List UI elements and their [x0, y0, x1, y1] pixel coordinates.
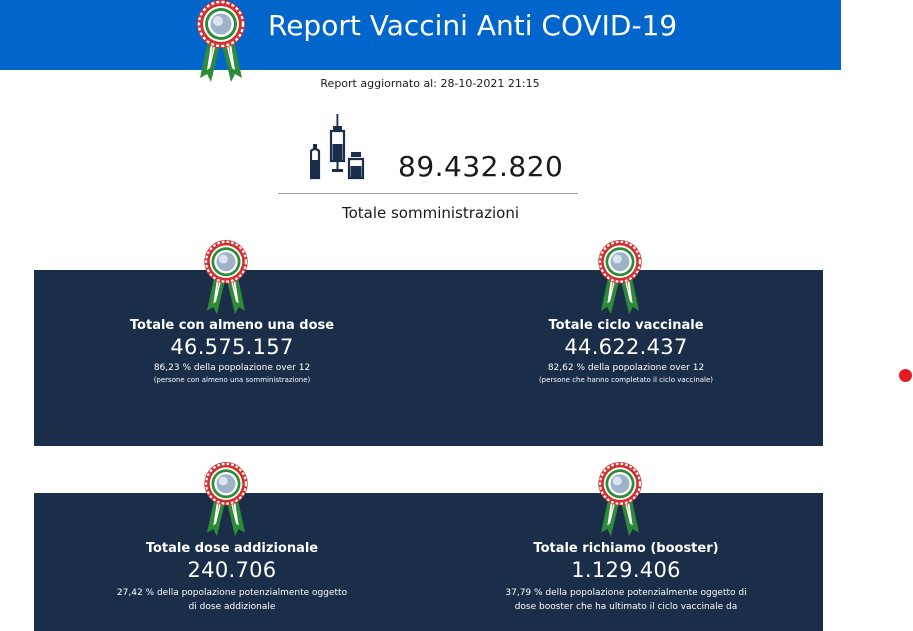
cockade-icon: [596, 462, 644, 538]
card-title: Totale con almeno una dose: [129, 318, 335, 333]
card-description-line: 37,79 % della popolazione potenzialmente oggetto di: [505, 588, 747, 598]
report-updated-value: 28-10-2021 21:15: [440, 77, 540, 90]
report-updated-label: Report aggiornato al:: [320, 77, 437, 90]
card-value: 46.575.157: [170, 335, 294, 359]
cockade-icon: [202, 240, 250, 316]
page-title: Report Vaccini Anti COVID-19: [268, 9, 678, 42]
card-description-line: 27,42 % della popolazione potenzialmente oggetto: [116, 588, 348, 598]
card-additional-dose: [34, 541, 430, 614]
card-description: [34, 586, 430, 614]
card-description: [428, 586, 824, 614]
cockade-icon: [196, 0, 246, 84]
card-percentage: 86,23 % della popolazione over 12: [153, 363, 311, 373]
card-booster: [428, 541, 824, 614]
divider: [278, 193, 578, 194]
card-note: (persone che hanno completato il ciclo vaccinale): [538, 376, 714, 384]
status-dot: [899, 369, 912, 382]
total-administrations-label: Totale somministrazioni: [341, 204, 520, 222]
card-percentage: 82,62 % della popolazione over 12: [547, 363, 705, 373]
card-description-line: di dose addizionale: [188, 602, 276, 612]
cockade-icon: [202, 462, 250, 538]
card-title: Totale ciclo vaccinale: [548, 318, 704, 333]
card-title: Totale dose addizionale: [145, 541, 319, 556]
report-updated: [0, 77, 860, 90]
page-header: [0, 0, 841, 70]
card-full-cycle: [428, 318, 824, 384]
vaccine-vials-icon: [310, 114, 366, 188]
card-note: (persone con almeno una somministrazione): [153, 376, 311, 384]
card-first-dose: [34, 318, 430, 384]
stats-panel-bottom: [34, 493, 823, 631]
cockade-icon: [596, 240, 644, 316]
total-administrations-value: 89.432.820: [398, 150, 564, 183]
card-title: Totale richiamo (booster): [533, 541, 719, 556]
card-description-line: dose booster che ha ultimato il ciclo vaccinale da: [514, 602, 738, 612]
card-value: 240.706: [187, 558, 277, 582]
stats-panel-top: [34, 270, 823, 446]
card-value: 1.129.406: [571, 558, 681, 582]
card-value: 44.622.437: [564, 335, 688, 359]
